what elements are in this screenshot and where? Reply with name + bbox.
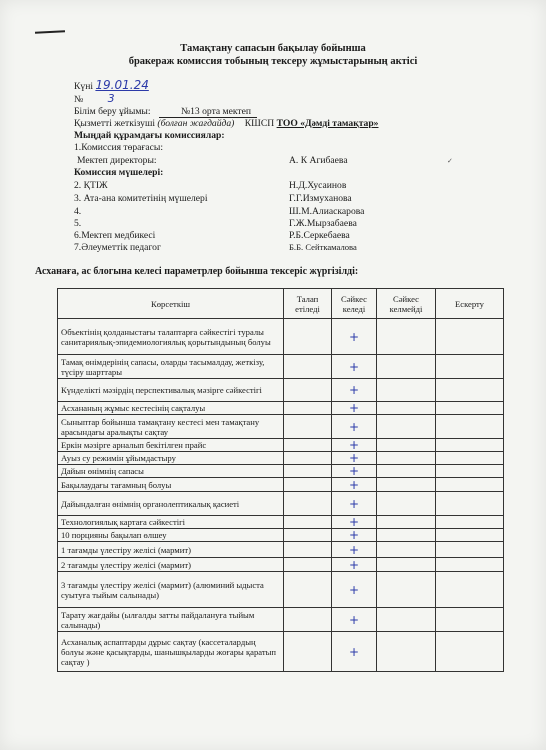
row-noncompliant [377, 402, 436, 415]
table-row [58, 516, 504, 529]
provider-value: ТОО «Дәмді тамақтар» [276, 118, 379, 129]
members-heading: Комиссия мүшелері: [74, 167, 164, 178]
row-note [436, 542, 504, 558]
row-compliant-mark: + [332, 415, 377, 439]
row-indicator: 10 порцияны бақылап өлшеу [58, 529, 284, 542]
row-compliant-mark: + [332, 608, 377, 632]
row-indicator: Ауыз су режимін ұйымдастыру [58, 452, 284, 465]
row-note [436, 632, 504, 672]
row-compliant-mark: + [332, 452, 377, 465]
date-label: Күні [74, 81, 93, 92]
row-noncompliant [377, 516, 436, 529]
header-note: Ескерту [436, 289, 504, 319]
row-indicator: Тамақ өнімдерінің сапасы, оларды тасымалдау, жеткізу, түсіру шарттары [58, 355, 284, 379]
row-noncompliant [377, 572, 436, 608]
row-note [436, 452, 504, 465]
row-required [284, 319, 332, 355]
row-compliant-mark: + [332, 319, 377, 355]
director-label: Мектеп директоры: [77, 155, 157, 166]
row-compliant-mark: + [332, 355, 377, 379]
row-note [436, 415, 504, 439]
row-compliant-mark: + [332, 529, 377, 542]
row-compliant-mark: + [332, 465, 377, 478]
number-row [74, 93, 115, 105]
table-row [58, 415, 504, 439]
header-compliant: Сәйкес келеді [332, 289, 377, 319]
row-indicator: Дайын өнімнің сапасы [58, 465, 284, 478]
row-noncompliant [377, 542, 436, 558]
row-required [284, 355, 332, 379]
table-row [58, 529, 504, 542]
row-required [284, 379, 332, 402]
row-compliant-mark: + [332, 542, 377, 558]
row-required [284, 452, 332, 465]
inspection-intro: Асханаға, ас блогына келесі параметрлер бойынша тексеріс жүргізілді: [35, 266, 359, 277]
row-indicator: Бақылаудағы тағамның болуы [58, 478, 284, 492]
row-required [284, 516, 332, 529]
member-name: Г.Г.Измуханова [289, 193, 352, 204]
inspection-table [57, 288, 504, 672]
director-name: А. К Агибаева [289, 155, 348, 166]
date-value: 19.01.24 [95, 78, 149, 92]
table-row [58, 439, 504, 452]
table-row [58, 632, 504, 672]
member-label: 6.Мектеп медбикесі [74, 230, 156, 241]
row-note [436, 402, 504, 415]
row-noncompliant [377, 355, 436, 379]
member-label: 5. [74, 218, 82, 229]
tick-icon: ✓ [447, 157, 453, 165]
school-label: Білім беру ұйымы: [74, 106, 151, 117]
number-value: 3 [107, 92, 115, 105]
row-note [436, 572, 504, 608]
row-note [436, 529, 504, 542]
member-name: Н.Д.Хусаинов [289, 180, 347, 191]
row-noncompliant [377, 465, 436, 478]
row-indicator: Тарату жағдайы (ылғалды затты пайдалануға тыйым салынады) [58, 608, 284, 632]
row-indicator: Асханалық аспаптарды дұрыс сақтау (кассеталардың болуы және қасықтарды, шанышқыларды жоғары қаратып сақтау ) [58, 632, 284, 672]
row-note [436, 492, 504, 516]
row-noncompliant [377, 379, 436, 402]
row-compliant-mark: + [332, 572, 377, 608]
row-indicator: 3 тағамды үлестіру желісі (мармит) (алюминий ыдыста суытуға тыйым салынады) [58, 572, 284, 608]
row-noncompliant [377, 478, 436, 492]
school-value: №13 орта мектеп [159, 106, 257, 118]
row-required [284, 529, 332, 542]
row-required [284, 608, 332, 632]
row-required [284, 439, 332, 452]
row-compliant-mark: + [332, 558, 377, 572]
table-row [58, 492, 504, 516]
table-row [58, 608, 504, 632]
table-row [58, 572, 504, 608]
member-label: 3. Ата-ана комитетінің мүшелері [74, 193, 208, 204]
row-note [436, 319, 504, 355]
provider-label: Қызметті жеткізуші [74, 118, 155, 129]
row-indicator: Еркін мәзірге арналып бекітілген прайс [58, 439, 284, 452]
row-required [284, 542, 332, 558]
commission-heading: Мыңдай құрамдағы комиссиялар: [74, 130, 225, 141]
member-name: Г.Ж.Мырзабаева [289, 218, 357, 229]
row-note [436, 439, 504, 452]
header-required: Талап етіледі [284, 289, 332, 319]
row-note [436, 516, 504, 529]
row-noncompliant [377, 319, 436, 355]
row-note [436, 558, 504, 572]
header-noncompliant: Сәйкес келмейді [377, 289, 436, 319]
row-indicator: Сыныптар бойынша тамақтану кестесі мен тамақтану арасындағы аралықты сақтау [58, 415, 284, 439]
row-noncompliant [377, 415, 436, 439]
row-noncompliant [377, 492, 436, 516]
row-note [436, 478, 504, 492]
row-compliant-mark: + [332, 439, 377, 452]
row-required [284, 478, 332, 492]
table-row [58, 319, 504, 355]
row-required [284, 572, 332, 608]
table-row [58, 355, 504, 379]
row-indicator: Технологиялық картаға сәйкестігі [58, 516, 284, 529]
row-compliant-mark: + [332, 402, 377, 415]
table-row [58, 542, 504, 558]
row-required [284, 632, 332, 672]
member-label: 2. ҚТІЖ [74, 180, 108, 191]
table-row [58, 558, 504, 572]
row-noncompliant [377, 452, 436, 465]
row-required [284, 415, 332, 439]
row-compliant-mark: + [332, 478, 377, 492]
row-required [284, 492, 332, 516]
provider-row [74, 118, 378, 129]
table-row [58, 452, 504, 465]
staple-mark [35, 30, 65, 34]
row-compliant-mark: + [332, 516, 377, 529]
row-required [284, 402, 332, 415]
row-note [436, 355, 504, 379]
member-name: Ш.М.Алиаскарова [289, 206, 365, 217]
row-indicator: Күнделікті мәзірдің перспективалық мәзірге сәйкестігі [58, 379, 284, 402]
header-indicator: Көрсеткіш [58, 289, 284, 319]
row-indicator: Дайындалған өнімнің органолептикалық қасиеті [58, 492, 284, 516]
member-label: 7.Әлеуметтік педагог [74, 242, 161, 253]
row-noncompliant [377, 608, 436, 632]
member-label: 4. [74, 206, 82, 217]
provider-note: (болған жағдайда) [157, 118, 235, 129]
row-note [436, 379, 504, 402]
member-name: Б.Б. Сейткамалова [289, 242, 357, 252]
table-row [58, 402, 504, 415]
table-row [58, 478, 504, 492]
row-compliant-mark: + [332, 492, 377, 516]
row-compliant-mark: + [332, 379, 377, 402]
row-noncompliant [377, 439, 436, 452]
row-compliant-mark: + [332, 632, 377, 672]
row-noncompliant [377, 558, 436, 572]
date-row [74, 80, 149, 92]
row-noncompliant [377, 632, 436, 672]
table-row [58, 465, 504, 478]
document-title-line2: бракераж комиссия тобының тексеру жұмыстарының актісі [128, 56, 418, 67]
school-row [74, 106, 257, 117]
table-row [58, 379, 504, 402]
row-noncompliant [377, 529, 436, 542]
row-indicator: 1 тағамды үлестіру желісі (мармит) [58, 542, 284, 558]
row-required [284, 558, 332, 572]
provider-prefix: КШСП [244, 118, 275, 129]
row-note [436, 608, 504, 632]
number-label: № [74, 94, 84, 105]
document-title-line1: Тамақтану сапасын бақылау бойынша [180, 43, 366, 54]
chair-label: 1.Комиссия төрағасы: [74, 142, 164, 153]
table-header-row [58, 289, 504, 319]
row-indicator: 2 тағамды үлестіру желісі (мармит) [58, 558, 284, 572]
row-note [436, 465, 504, 478]
row-required [284, 465, 332, 478]
row-indicator: Объектінің қолданыстағы талаптарға сәйкестігі туралы санитариялық-эпидемиологиялық қорытындының болуы [58, 319, 284, 355]
member-name: Р.Б.Серкебаева [289, 230, 350, 241]
row-indicator: Асхананың жұмыс кестесінің сақталуы [58, 402, 284, 415]
